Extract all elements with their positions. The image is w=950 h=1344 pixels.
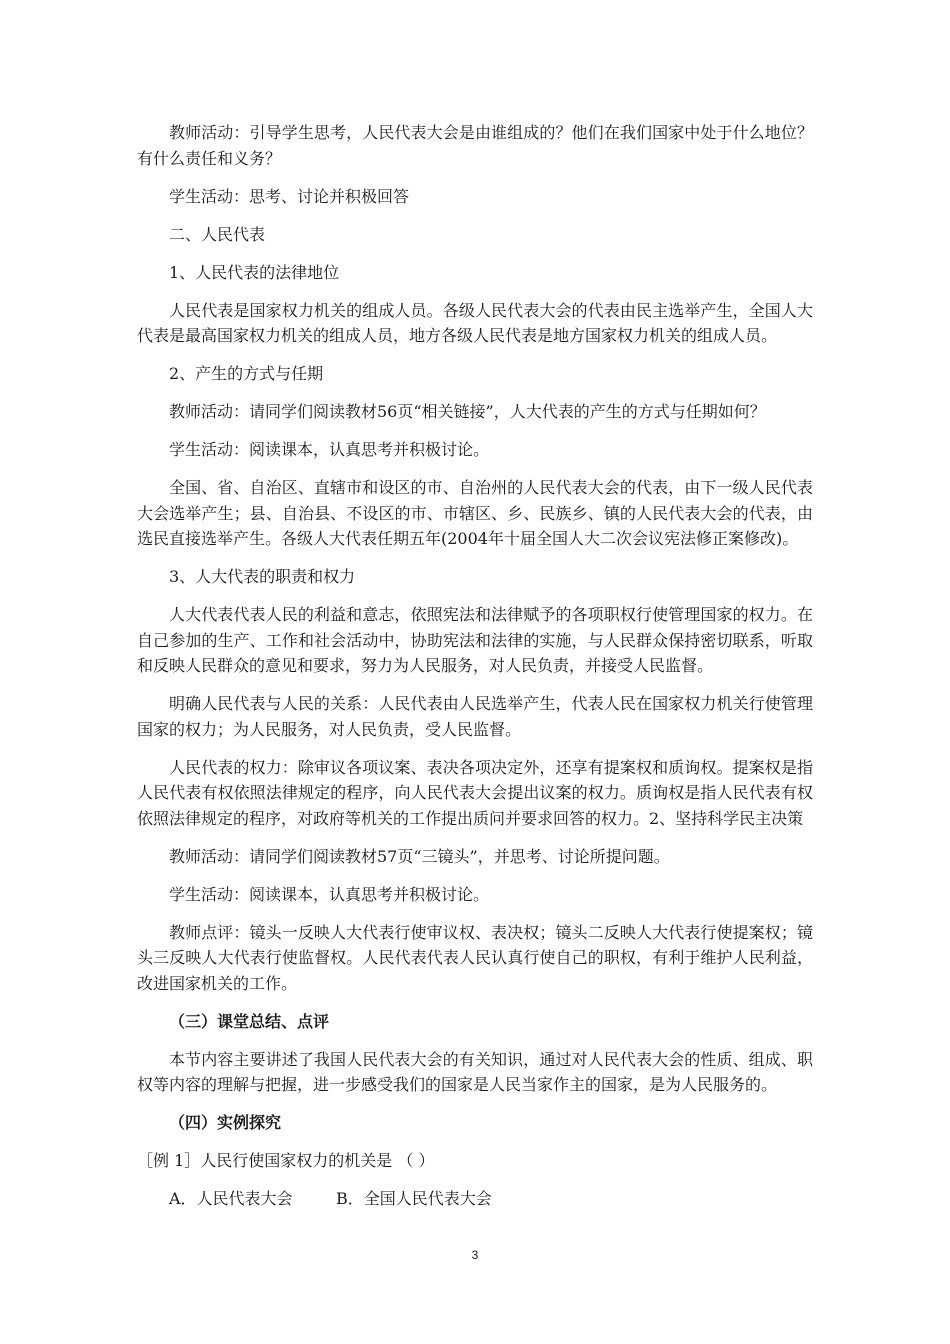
paragraph-teacher-comment: 教师点评：镜头一反映人大代表行使审议权、表决权；镜头二反映人大代表行使提案权；镜头三反映人大代表行使监督权。人民代表代表人民认真行使自己的职权，有利于维护人民利益，改进国家机关的工作。 xyxy=(137,922,813,993)
subheading-legal-status: 1、人民代表的法律地位 xyxy=(169,262,340,282)
subheading-duties-powers: 3、人大代表的职责和权力 xyxy=(169,567,356,586)
paragraph-student-activity-2: 学生活动：阅读课本，认真思考并积极讨论。 xyxy=(169,440,490,459)
page-number: 3 xyxy=(471,1248,479,1262)
paragraph-summary: 本节内容主要讲述了我国人民代表大会的有关知识，通过对人民代表大会的性质、组成、职权等内容的理解与把握，进一步感受我们的国家是人民当家作主的国家，是为人民服务的。 xyxy=(137,1049,813,1094)
paragraph-election-method: 全国、省、自治区、直辖市和设区的市、自治州的人民代表大会的代表，由下一级人民代表大会选举产生；县、自治县、不设区的市、市辖区、乡、民族乡、镇的人民代表大会的代表，由选民直接选举产生。各级人大代表任期五年(2004年十届全国人大二次会议宪法修正案修改)。 xyxy=(137,478,813,548)
paragraph-student-activity-1: 学生活动：思考、讨论并积极回答 xyxy=(169,186,410,206)
section-heading-examples: （四）实例探究 xyxy=(169,1113,282,1132)
option-a: A．人民代表大会 xyxy=(169,1189,293,1208)
section-heading-summary: （三）课堂总结、点评 xyxy=(169,1011,330,1031)
section-heading-people-representatives: 二、人民代表 xyxy=(169,224,266,244)
paragraph-powers: 人民代表的权力：除审议各项议案、表决各项决定外，还享有提案权和质询权。提案权是指人民代表有权依照法律规定的程序，向人民代表大会提出议案的权力。质询权是指人民代表有权依照法律规定的程序，对政府等机关的工作提出质问并要求回答的权力。2、坚持科学民主决策 xyxy=(137,757,813,828)
paragraph-relationship: 明确人民代表与人民的关系：人民代表由人民选举产生，代表人民在国家权力机关行使管理国家的权力；为人民服务，对人民负责，受人民监督。 xyxy=(137,694,813,739)
paragraph-teacher-activity-3: 教师活动：请同学们阅读教材57页“三镜头”，并思考、讨论所提问题。 xyxy=(169,846,670,866)
subheading-election-term: 2、产生的方式与任期 xyxy=(169,364,324,383)
paragraph-student-activity-3: 学生活动：阅读课本，认真思考并积极讨论。 xyxy=(169,884,490,904)
paragraph-legal-status: 人民代表是国家权力机关的组成人员。各级人民代表大会的代表由民主选举产生，全国人大代表是最高国家权力机关的组成人员，地方各级人民代表是地方国家权力机关的组成人员。 xyxy=(137,300,813,345)
document-body xyxy=(137,120,813,1209)
paragraph-teacher-activity-1: 教师活动：引导学生思考，人民代表大会是由谁组成的？他们在我们国家中处于什么地位？有什么责任和义务？ xyxy=(137,123,813,168)
paragraph-teacher-activity-2: 教师活动：请同学们阅读教材56页“相关链接”，人大代表的产生的方式与任期如何？ xyxy=(169,402,766,421)
option-b: B．全国人民代表大会 xyxy=(336,1189,492,1208)
example-options xyxy=(137,1186,813,1209)
example-question: ［例 1］人民行使国家权力的机关是 （ ） xyxy=(137,1150,435,1170)
paragraph-duties: 人大代表代表人民的利益和意志，依照宪法和法律赋予的各项职权行使管理国家的权力。在自己参加的生产、工作和社会活动中，协助宪法和法律的实施，与人民群众保持密切联系，听取和反映人民群众的意见和要求，努力为人民服务，对人民负责，并接受人民监督。 xyxy=(137,605,813,675)
